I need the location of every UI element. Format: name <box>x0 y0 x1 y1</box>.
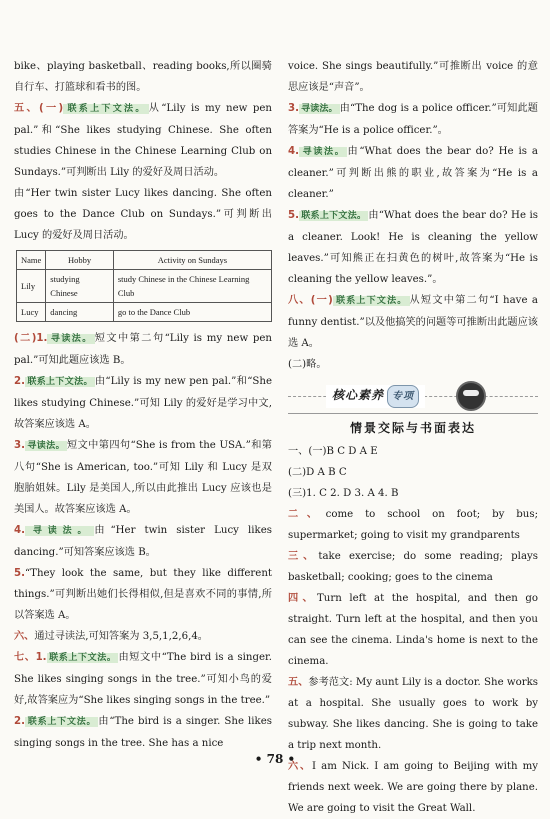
paragraph: bike、playing basketball、reading books,所以圈骑自行车、打篮球和看书的图。 <box>14 61 272 93</box>
table-cell: Lily <box>17 270 46 303</box>
right-column <box>288 56 538 819</box>
paragraph: 二、come to school on foot; by bus; supermarket; going to visit my grandparents <box>288 509 539 541</box>
answer-line: (三)1. C 2. D 3. A 4. B <box>288 488 399 499</box>
mascot-icon <box>456 381 486 411</box>
table-cell: go to the Dance Club <box>113 303 271 322</box>
method-tag: 寻读法。 <box>49 334 93 344</box>
paragraph: 六、通过寻读法,可知答案为 3,5,1,2,6,4。 <box>14 631 208 642</box>
paragraph: 七、1. 联系上下文法。 由短文中“The bird is a singer. She likes singing songs in the tree.”可知小鸟的爱好,故答案应为“She likes singing songs in the tree.” <box>14 652 272 706</box>
method-tag: 寻读法。 <box>300 147 346 157</box>
table-cell: study Chinese in the Chinese Learning Club <box>113 270 271 303</box>
table-cell: studying Chinese <box>46 270 114 303</box>
paragraph: (二)略。 <box>288 359 327 370</box>
left-column <box>14 56 272 754</box>
paragraph: 2. 联系上下文法。 由“Lily is my new pen pal.”和“She likes studying Chinese.”可知 Lily 的爱好是学习中文,故答案应该选 A。 <box>14 376 272 430</box>
table-row <box>17 270 272 303</box>
table-cell: dancing <box>46 303 114 322</box>
paragraph: voice. She sings beautifully.”可推断出 voice 的意思应该是“声音”。 <box>288 61 538 93</box>
table-header-row <box>17 251 272 270</box>
paragraph: 由“Her twin sister Lucy likes dancing. She often goes to the Dance Club on Sundays.”可判断出 Lucy 的爱好及周日活动。 <box>14 188 272 241</box>
banner-title: 核心素养 专项 <box>326 385 425 408</box>
method-tag: 联系上下文法。 <box>26 377 93 387</box>
table-row <box>17 303 272 322</box>
table-header: Activity on Sundays <box>113 251 271 270</box>
watermark-logo <box>432 758 542 794</box>
paragraph: 五、参考范文: My aunt Lily is a doctor. She works at a hospital. She usually goes to work by subway. She likes dancing. She is going to take a trip next month. <box>288 677 538 751</box>
method-tag: 联系上下文法。 <box>48 653 117 663</box>
paragraph: 3. 寻读法。 短文中第四句“She is from the USA.”和第八句“She is American, too.”可知 Lily 和 Lucy 是双胞胎姐妹。Lily 是美国人,所以由此推出 Lucy 应该也是美国人。故答案应该选 A。 <box>14 440 272 515</box>
answer-line: 一、(一)B C D A E <box>288 446 378 457</box>
method-tag: 联系上下文法。 <box>334 296 408 306</box>
paragraph: 2. 联系上下文法。 由“The bird is a singer. She likes singing songs in the tree. She has a nice <box>14 716 272 749</box>
paragraph: (二)1. 寻读法。 短文中第二句“Lily is my new pen pal.”可知此题应该选 B。 <box>14 333 272 366</box>
table-header: Name <box>17 251 46 270</box>
paragraph: 四、Turn left at the hospital, and then go straight. Turn left at the hospital, and then you can see the cinema. Linda's home is next to the cinema. <box>288 593 538 667</box>
paragraph: 六、I am Nick. I am going to Beijing with my friends next week. We are going there by plane. We are going to visit the Great Wall. <box>288 761 539 814</box>
paragraph: 5. 联系上下文法。 由“What does the bear do? He is a cleaner. Look! He is cleaning the yellow leaves.”可知熊正在扫黄色的树叶,故答案为“He is cleaning the yellow leaves.”。 <box>288 210 538 285</box>
answer-line: (二)D A B C <box>288 467 347 478</box>
section-heading: 情景交际与书面表达 <box>349 421 476 435</box>
section-banner <box>288 379 538 414</box>
paragraph: 三、take exercise; do some reading; plays basketball; cooking; goes to the cinema <box>288 551 539 583</box>
method-tag: 寻读法。 <box>26 441 65 451</box>
paragraph: 3. 寻读法。 由“The dog is a police officer.”可知此题答案为“He is a police officer.”。 <box>288 103 538 136</box>
method-tag: 寻读法。 <box>26 526 93 536</box>
paragraph: 五、(一) 联系上下文法。 从“Lily is my new pen pal.”和“She likes studying Chinese. She often studies Chinese in the Chinese Learning Club on Sundays.”可判断出 Lily 的爱好及周日活动。 <box>14 103 272 178</box>
method-tag: 联系上下文法。 <box>300 211 367 221</box>
paragraph: 5.“They look the same, but they like different things.”可判断出她们长得相似,但是喜欢不同的事情,所以答案选 A。 <box>14 568 272 621</box>
method-tag: 联系上下文法。 <box>65 104 147 114</box>
table-header: Hobby <box>46 251 114 270</box>
banner-tag: 专项 <box>387 385 419 408</box>
paragraph: 4. 寻读法。 由“Her twin sister Lucy likes dancing.”可知答案应该选 B。 <box>14 525 272 558</box>
hobby-table <box>16 250 272 322</box>
paragraph: 八、(一) 联系上下文法。 从短文中第二句“I have a funny dentist.”以及他搞笑的问题等可推断出此题应该选 A。 <box>288 295 538 349</box>
method-tag: 寻读法。 <box>300 104 338 114</box>
table-cell: Lucy <box>17 303 46 322</box>
method-tag: 联系上下文法。 <box>26 717 97 727</box>
page-number: • 78 • <box>254 752 296 766</box>
paragraph: 4. 寻读法。 由“What does the bear do? He is a cleaner.”可判断出熊的职业,故答案为“He is a cleaner.” <box>288 146 538 200</box>
